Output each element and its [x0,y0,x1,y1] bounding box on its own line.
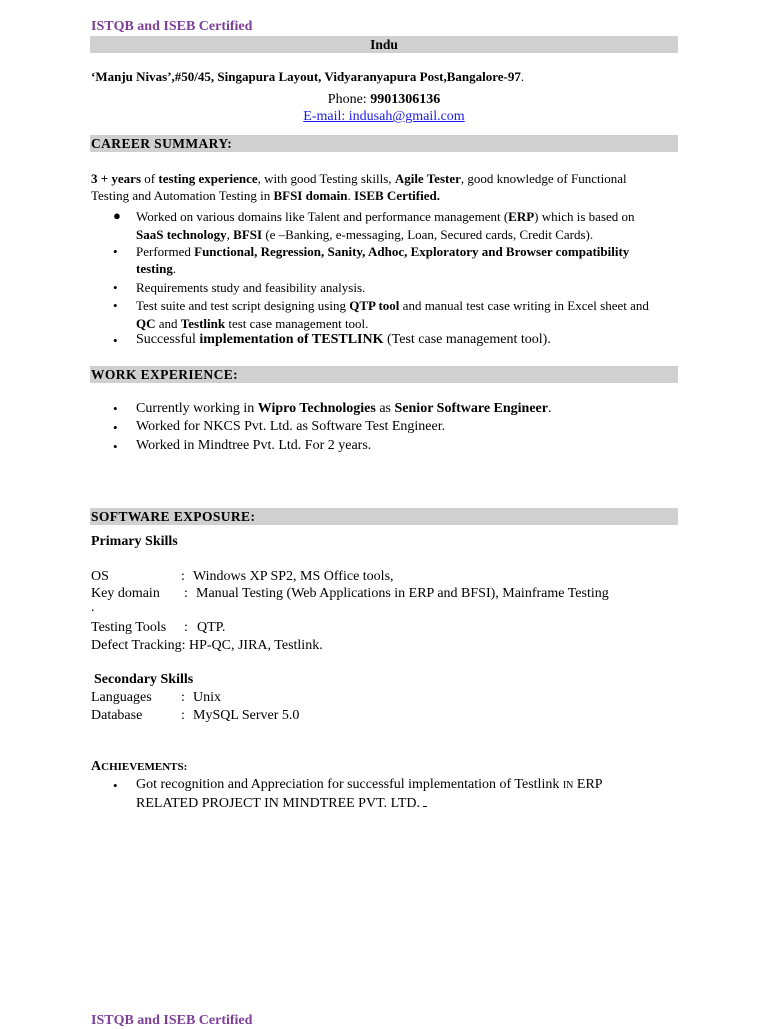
skill-value-os: Windows XP SP2, MS Office tools, [193,569,394,584]
skill-colon: : [184,586,188,601]
summary-text: , good knowledge of Functional [460,171,627,186]
email-line [0,109,768,125]
secondary-skills-title: Secondary Skills [94,672,194,687]
key-domain-continuation: . [91,600,95,615]
bullet-icon: • [113,280,118,295]
skill-label-testing-tools: Testing Tools [91,620,167,635]
bullet-icon: • [113,244,118,259]
skill-value-languages: Unix [193,690,221,705]
work-text: as [375,401,395,416]
bullet-text: Test suite and test script designing using [136,298,350,313]
summary-intro-line-1 [91,171,627,187]
work-item-1 [136,401,552,417]
certification-footer: ISTQB and ISEB Certified [91,1013,253,1028]
work-experience-heading: WORK EXPERIENCE: [91,367,239,382]
bullet-icon: • [113,401,118,416]
bullet-icon: • [113,778,118,793]
skill-colon: : [181,569,185,584]
bullet-text: Worked on various domains like Talent and performance management ( [136,209,509,224]
skill-label-languages: Languages [91,690,152,705]
summary-bullet-5 [136,332,551,348]
primary-skills-title: Primary Skills [91,534,178,549]
certification-header: ISTQB and ISEB Certified [91,19,253,34]
skill-value-key-domain: Manual Testing (Web Applications in ERP and BFSI), Mainframe Testing [196,586,609,601]
work-company: Wipro Technologies [257,401,376,416]
work-text: Currently working in [136,401,258,416]
bullet-bold: testing [136,261,173,276]
address-line [91,69,524,85]
bullet-icon: • [113,420,118,435]
phone-line [0,92,768,108]
summary-text: Testing and Automation Testing in [91,188,274,203]
bullet-bold: implementation of TESTLINK [199,332,384,347]
skill-label-os: OS [91,569,109,584]
phone-label: Phone: [327,92,371,107]
summary-intro-line-2 [91,188,440,204]
achievements-heading-cap: A [91,759,102,774]
bullet-bold: SaaS technology [136,227,227,242]
email-link[interactable]: E-mail: indusah@gmail.com [303,109,465,124]
skill-colon: : [181,690,185,705]
achievements-heading [91,759,187,775]
summary-bullet-4-line-2 [136,316,368,332]
summary-text: , with good Testing skills, [257,171,395,186]
summary-bullet-4-line-1 [136,298,649,314]
software-exposure-bar [90,508,678,525]
summary-years: 3 + years [91,171,142,186]
software-exposure-heading: SOFTWARE EXPOSURE: [91,509,256,524]
summary-bullet-2-line-1 [136,244,629,260]
bullet-icon: • [113,298,118,313]
work-experience-bar [90,366,678,383]
summary-agile-tester: Agile Tester [394,171,461,186]
summary-bullet-1-line-1 [136,209,635,225]
achievement-1-line-1 [136,777,603,793]
bullet-text: . [172,261,177,276]
career-summary-heading: CAREER SUMMARY: [91,136,233,151]
skill-label-database: Database [91,708,143,723]
bullet-bold: Testlink [180,316,226,331]
bullet-text: Successful [136,332,200,347]
achievement-text: ERP [573,777,603,792]
address-text: ‘Manju Nivas’,#50/45, Singapura Layout, Vidyaranyapura Post,Bangalore-97 [91,69,521,84]
bullet-bold: QTP tool [349,298,400,313]
summary-text: . [347,188,355,203]
achievement-1-line-2 [136,795,427,812]
summary-bullet-2-line-2 [136,261,176,277]
work-text: . [548,401,552,416]
bullet-icon: ● [113,208,121,223]
address-end: . [520,69,525,84]
bullet-bold: QC [136,316,156,331]
bullet-text: Requirements study and feasibility analysis. [136,280,366,295]
summary-bullet-1-line-2 [136,227,593,243]
bullet-text: and [155,316,181,331]
skill-value-database: MySQL Server 5.0 [193,708,300,723]
skill-colon: : [181,708,185,723]
bullet-icon: • [113,333,118,348]
name-bar [90,36,678,53]
summary-iseb-certified: ISEB Certified. [354,188,440,203]
bullet-bold: Functional, Regression, Sanity, Adhoc, Exploratory and Browser compatibility [194,244,630,259]
phone-number: 9901306136 [370,92,441,107]
summary-bullet-3 [136,280,365,296]
achievement-text: Got recognition and Appreciation for successful implementation of Testlink [136,777,563,792]
bullet-text: test case management tool. [225,316,369,331]
achievements-heading-rest: CHIEVEMENTS: [101,761,188,773]
work-item-2: Worked for NKCS Pvt. Ltd. as Software Test Engineer. [136,419,446,434]
achievement-text: RELATED PROJECT IN MINDTREE PVT. LTD. [136,796,421,811]
work-item-3: Worked in Mindtree Pvt. Ltd. For 2 years. [136,438,372,453]
bullet-text: , [226,227,234,242]
achievement-small-caps: IN [562,780,574,791]
skill-value-testing-tools: QTP. [197,620,226,635]
bullet-text: and manual test case writing in Excel sheet and [399,298,649,313]
bullet-text: Performed [136,244,195,259]
bullet-text: ) which is based on [534,209,635,224]
bullet-bold: ERP [508,209,535,224]
bullet-bold: BFSI [233,227,263,242]
bullet-icon: • [113,439,118,454]
bullet-text: (Test case management tool). [383,332,551,347]
skill-defect-tracking: Defect Tracking: HP-QC, JIRA, Testlink. [91,638,323,653]
career-summary-bar [90,135,678,152]
skill-colon: : [184,620,188,635]
summary-text: of [141,171,159,186]
bullet-text: (e –Banking, e-messaging, Loan, Secured cards, Credit Cards). [262,227,594,242]
summary-testing-experience: testing experience [158,171,258,186]
summary-bfsi-domain: BFSI domain [273,188,348,203]
work-role: Senior Software Engineer [394,401,548,416]
candidate-name: Indu [370,37,398,52]
skill-label-key-domain: Key domain [91,586,160,601]
trailing-underscore [423,795,427,807]
